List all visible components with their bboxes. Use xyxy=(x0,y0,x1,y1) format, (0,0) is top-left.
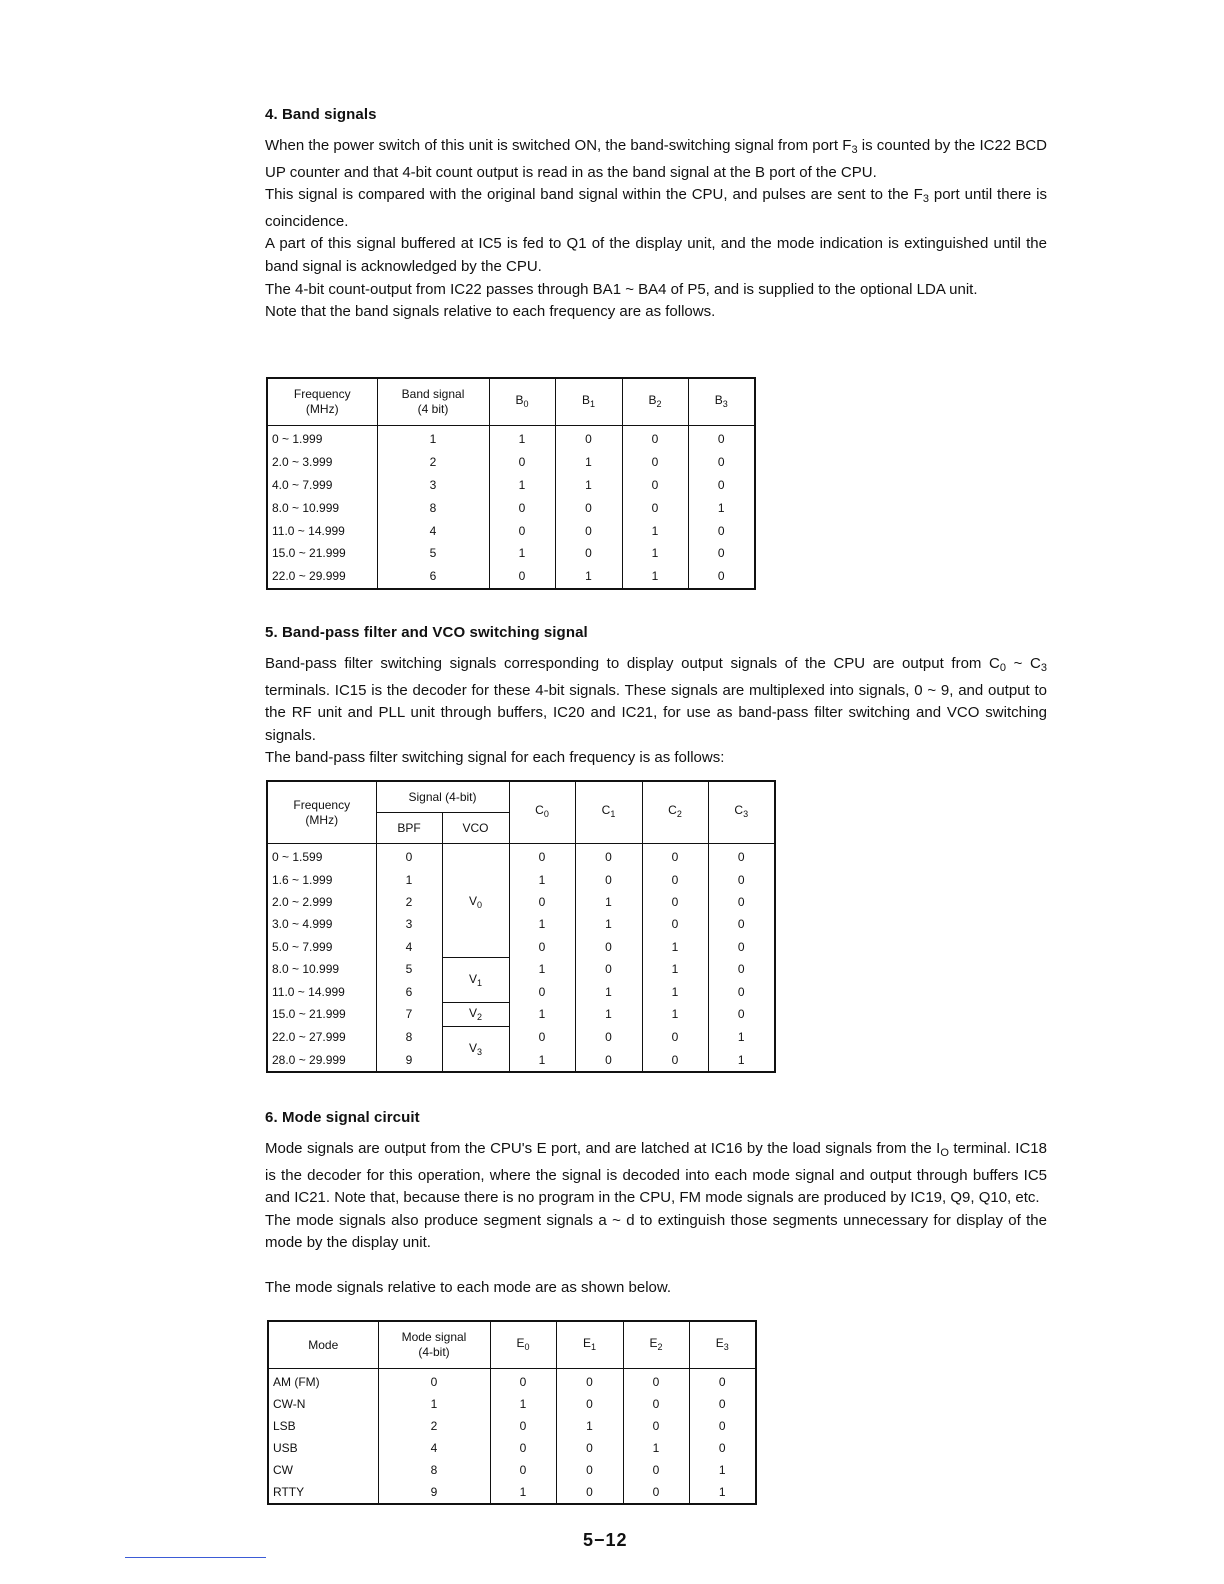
table-cell: 0 xyxy=(688,542,755,565)
table-cell: 3 xyxy=(377,474,489,497)
table-row xyxy=(268,1459,756,1481)
table-cell: 0 xyxy=(575,1049,642,1072)
paragraph: A part of this signal buffered at IC5 is fed to Q1 of the display unit, and the mode indication is extinguished until the band signal is acknowledged by the CPU. xyxy=(265,235,1047,275)
table-cell: 1 xyxy=(509,1003,575,1026)
table-cell: 0 xyxy=(556,1369,623,1394)
table-row xyxy=(267,542,755,565)
table-cell: 0 xyxy=(509,844,575,869)
table-cell: 0 xyxy=(689,1369,756,1394)
table-cell: 0 xyxy=(708,936,775,958)
table-cell: 0 xyxy=(688,426,755,451)
table-cell: 0 xyxy=(509,891,575,913)
table-cell: 8 xyxy=(378,1459,490,1481)
table-cell: 1 xyxy=(509,958,575,980)
header-b0: $B_0$ xyxy=(489,378,555,426)
table-cell: 0 xyxy=(489,451,555,474)
table-cell: 0 xyxy=(489,496,555,519)
table-cell: 6 xyxy=(377,565,489,589)
table-cell: 1 xyxy=(509,1049,575,1072)
table-cell: 11.0 ~ 14.999 xyxy=(267,980,376,1002)
table-cell: 0 xyxy=(490,1369,556,1394)
mode-signal-table xyxy=(267,1320,757,1505)
table-row xyxy=(267,844,775,869)
table-cell: 1 xyxy=(622,565,688,589)
header-c2: $C_2$ xyxy=(642,781,708,844)
vco-group-cell: $V_3$ xyxy=(442,1026,509,1072)
section-heading: 4. Band signals xyxy=(265,106,377,123)
table-cell: 0 xyxy=(688,451,755,474)
table-cell: 0 xyxy=(556,1459,623,1481)
table-row xyxy=(268,1415,756,1437)
table-cell: 9 xyxy=(376,1049,442,1072)
header-b3: $B_3$ xyxy=(688,378,755,426)
header-c1: $C_1$ xyxy=(575,781,642,844)
table-cell: 1 xyxy=(642,980,708,1002)
table-cell: 1 xyxy=(575,891,642,913)
header-band-signal: Band signal (4 bit) xyxy=(377,378,489,426)
table-cell: 0 xyxy=(708,958,775,980)
vco-group-cell: $V_2$ xyxy=(442,1003,509,1026)
table-cell: 8 xyxy=(377,496,489,519)
table-cell: 0 xyxy=(509,980,575,1002)
table-cell: 2.0 ~ 2.999 xyxy=(267,891,376,913)
table-header-row xyxy=(267,781,775,813)
table-cell: 9 xyxy=(378,1481,490,1504)
table-cell: 0 xyxy=(623,1369,689,1394)
table-cell: 1 xyxy=(555,565,622,589)
section-bpf-vco xyxy=(265,624,1047,770)
table-cell: 0 xyxy=(489,519,555,542)
table-cell: 1 xyxy=(622,519,688,542)
table-cell: 0 xyxy=(642,868,708,890)
table-cell: CW xyxy=(268,1459,378,1481)
table-row xyxy=(267,980,775,1002)
table-cell: 0 xyxy=(642,1049,708,1072)
table-row xyxy=(267,565,755,589)
header-vco: VCO xyxy=(442,813,509,844)
table-cell: 1 xyxy=(489,474,555,497)
table-cell: 0 xyxy=(555,519,622,542)
footnote-rule xyxy=(125,1557,266,1558)
table-cell: 7 xyxy=(376,1003,442,1026)
table-row xyxy=(267,958,775,980)
table-cell: 0 xyxy=(623,1393,689,1415)
table-cell: 1 xyxy=(688,496,755,519)
table-cell: RTTY xyxy=(268,1481,378,1504)
table-cell: 1 xyxy=(642,936,708,958)
table-cell: 0 xyxy=(708,980,775,1002)
header-e0: $E_0$ xyxy=(490,1321,556,1369)
table-cell: 1 xyxy=(377,426,489,451)
table-cell: USB xyxy=(268,1437,378,1459)
paragraph: This signal is compared with the original band signal within the CPU, and pulses are sent to the $F_3$ port until there is coincidence. xyxy=(265,186,1047,230)
vco-group-cell: $V_1$ xyxy=(442,958,509,1003)
table-cell: 4 xyxy=(378,1437,490,1459)
table-cell: 28.0 ~ 29.999 xyxy=(267,1049,376,1072)
table-cell: 1 xyxy=(575,1003,642,1026)
table-cell: 4 xyxy=(377,519,489,542)
table-row xyxy=(267,913,775,935)
table-cell: 0 ~ 1.999 xyxy=(267,426,377,451)
table-header-row xyxy=(267,378,755,426)
table-cell: 0 xyxy=(708,891,775,913)
table-cell: 0 xyxy=(509,1026,575,1048)
table-cell: 1 xyxy=(642,958,708,980)
table-cell: 0 ~ 1.599 xyxy=(267,844,376,869)
table-cell: 0 xyxy=(689,1415,756,1437)
paragraph: The 4-bit count-output from IC22 passes through BA1 ~ BA4 of P5, and is supplied to the optional LDA unit. xyxy=(265,280,978,298)
table-cell: 1 xyxy=(623,1437,689,1459)
table-cell: 5 xyxy=(377,542,489,565)
table-cell: 0 xyxy=(689,1393,756,1415)
section-heading: 5. Band-pass filter and VCO switching signal xyxy=(265,624,588,641)
table-cell: 0 xyxy=(689,1437,756,1459)
table-row xyxy=(267,936,775,958)
table-cell: 0 xyxy=(708,913,775,935)
table-row xyxy=(268,1369,756,1394)
table-header-row xyxy=(268,1321,756,1369)
table-cell: 5 xyxy=(376,958,442,980)
table-cell: 8 xyxy=(376,1026,442,1048)
table-cell: 0 xyxy=(642,891,708,913)
table-cell: CW-N xyxy=(268,1393,378,1415)
table-cell: 1 xyxy=(489,426,555,451)
header-c3: $C_3$ xyxy=(708,781,775,844)
table-row xyxy=(267,451,755,474)
table-cell: LSB xyxy=(268,1415,378,1437)
table-cell: 0 xyxy=(708,868,775,890)
table-cell: 4 xyxy=(376,936,442,958)
table-cell: 2 xyxy=(376,891,442,913)
table-cell: 1 xyxy=(490,1393,556,1415)
table-cell: 1 xyxy=(708,1049,775,1072)
table-cell: 0 xyxy=(622,496,688,519)
table-row xyxy=(267,474,755,497)
table-cell: 0 xyxy=(688,565,755,589)
header-bpf: BPF xyxy=(376,813,442,844)
table-row xyxy=(267,426,755,451)
header-e2: $E_2$ xyxy=(623,1321,689,1369)
table-cell: 1 xyxy=(555,474,622,497)
table-cell: 1 xyxy=(575,980,642,1002)
header-frequency: Frequency (MHz) xyxy=(267,378,377,426)
table-cell: 0 xyxy=(378,1369,490,1394)
table-row xyxy=(267,496,755,519)
table-row xyxy=(267,868,775,890)
table-cell: 0 xyxy=(556,1393,623,1415)
header-mode: Mode xyxy=(268,1321,378,1369)
section-mode-signal xyxy=(265,1109,1047,1300)
table-cell: 0 xyxy=(623,1415,689,1437)
table-cell: 1 xyxy=(689,1459,756,1481)
table-cell: 0 xyxy=(555,426,622,451)
table-cell: 0 xyxy=(509,936,575,958)
table-cell: 0 xyxy=(556,1481,623,1504)
page-number: 5−12 xyxy=(583,1530,628,1550)
table-cell: 1 xyxy=(642,1003,708,1026)
table-cell: 0 xyxy=(623,1459,689,1481)
paragraph: Mode signals are output from the CPU's E port, and are latched at IC16 by the load signals from the $I_O$ terminal. IC18 is the decoder for this operation, where the signal is decoded into each mode signal and output through buffers IC5 and IC21. Note that, because there is no program in the CPU, FM mode signals are produced by IC19, Q9, Q10, etc. xyxy=(265,1140,1047,1207)
header-e1: $E_1$ xyxy=(556,1321,623,1369)
table-row xyxy=(268,1393,756,1415)
table-cell: 15.0 ~ 21.999 xyxy=(267,542,377,565)
table-cell: 0 xyxy=(575,958,642,980)
table-cell: 0 xyxy=(622,451,688,474)
table-cell: 0 xyxy=(555,496,622,519)
paragraph: Note that the band signals relative to each frequency are as follows. xyxy=(265,303,716,321)
table-cell: 1 xyxy=(489,542,555,565)
table-cell: 1 xyxy=(555,451,622,474)
paragraph: The band-pass filter switching signal for each frequency is as follows: xyxy=(265,749,725,767)
table-cell: 0 xyxy=(555,542,622,565)
table-cell: 22.0 ~ 27.999 xyxy=(267,1026,376,1048)
table-cell: 2 xyxy=(377,451,489,474)
table-cell: 0 xyxy=(575,936,642,958)
header-b2: $B_2$ xyxy=(622,378,688,426)
table-row xyxy=(267,1049,775,1072)
table-cell: 1 xyxy=(689,1481,756,1504)
header-c0: $C_0$ xyxy=(509,781,575,844)
table-cell: 3 xyxy=(376,913,442,935)
table-row xyxy=(268,1481,756,1504)
table-cell: AM (FM) xyxy=(268,1369,378,1394)
paragraph: The mode signals relative to each mode are as shown below. xyxy=(265,1278,672,1296)
table-cell: 0 xyxy=(623,1481,689,1504)
table-cell: 0 xyxy=(575,844,642,869)
paragraph: Band-pass filter switching signals corresponding to display output signals of the CPU are output from $C_0$ ~ $C_3$ terminals. IC15 is the decoder for these 4-bit signals. These signals are multiplexed into signals, 0 ~ 9, and output to the RF unit and PLL unit through buffers, IC20 and IC21, for use as band-pass filter switching and VCO switching signals. xyxy=(265,655,1047,744)
table-cell: 0 xyxy=(575,1026,642,1048)
table-cell: 2.0 ~ 3.999 xyxy=(267,451,377,474)
table-cell: 0 xyxy=(490,1459,556,1481)
table-cell: 0 xyxy=(575,868,642,890)
table-cell: 1 xyxy=(509,868,575,890)
table-cell: 0 xyxy=(688,474,755,497)
table-cell: 0 xyxy=(622,426,688,451)
table-cell: 8.0 ~ 10.999 xyxy=(267,958,376,980)
table-cell: 8.0 ~ 10.999 xyxy=(267,496,377,519)
header-e3: $E_3$ xyxy=(689,1321,756,1369)
table-cell: 0 xyxy=(642,913,708,935)
table-cell: 1 xyxy=(622,542,688,565)
table-cell: 1.6 ~ 1.999 xyxy=(267,868,376,890)
table-cell: 0 xyxy=(622,474,688,497)
table-cell: 5.0 ~ 7.999 xyxy=(267,936,376,958)
table-cell: 0 xyxy=(642,844,708,869)
table-cell: 11.0 ~ 14.999 xyxy=(267,519,377,542)
header-b1: $B_1$ xyxy=(555,378,622,426)
vco-group-cell: $V_0$ xyxy=(442,844,509,958)
section-heading: 6. Mode signal circuit xyxy=(265,1109,420,1126)
table-cell: 1 xyxy=(376,868,442,890)
table-cell: 1 xyxy=(708,1026,775,1048)
table-row xyxy=(268,1437,756,1459)
paragraph: The mode signals also produce segment signals a ~ d to extinguish those segments unnecessary for display of the mode by the display unit. xyxy=(265,1211,1047,1252)
table-cell: 4.0 ~ 7.999 xyxy=(267,474,377,497)
table-cell: 1 xyxy=(575,913,642,935)
table-cell: 0 xyxy=(490,1415,556,1437)
table-cell: 0 xyxy=(708,844,775,869)
table-cell: 1 xyxy=(378,1393,490,1415)
table-cell: 0 xyxy=(489,565,555,589)
table-cell: 1 xyxy=(556,1415,623,1437)
table-cell: 1 xyxy=(490,1481,556,1504)
table-cell: 3.0 ~ 4.999 xyxy=(267,913,376,935)
header-mode-signal: Mode signal (4-bit) xyxy=(378,1321,490,1369)
table-row xyxy=(267,1003,775,1026)
table-cell: 6 xyxy=(376,980,442,1002)
header-frequency: Frequency (MHz) xyxy=(267,781,376,844)
section-band-signals xyxy=(265,106,1047,324)
table-cell: 22.0 ~ 29.999 xyxy=(267,565,377,589)
table-row xyxy=(267,519,755,542)
bpf-switching-table xyxy=(266,780,776,1073)
table-cell: 0 xyxy=(642,1026,708,1048)
header-signal-4bit: Signal (4-bit) xyxy=(376,781,509,813)
table-row xyxy=(267,1026,775,1048)
table-cell: 0 xyxy=(490,1437,556,1459)
table-cell: 2 xyxy=(378,1415,490,1437)
table-cell: 0 xyxy=(708,1003,775,1026)
table-cell: 0 xyxy=(556,1437,623,1459)
table-cell: 15.0 ~ 21.999 xyxy=(267,1003,376,1026)
table-cell: 0 xyxy=(376,844,442,869)
table-cell: 0 xyxy=(688,519,755,542)
table-row xyxy=(267,891,775,913)
table-cell: 1 xyxy=(509,913,575,935)
band-signal-table xyxy=(266,377,756,590)
paragraph: When the power switch of this unit is switched ON, the band-switching signal from port $F_3$ is counted by the IC22 BCD UP counter and that 4-bit count output is read in as the band signal at the B port of the CPU. xyxy=(265,137,1047,181)
